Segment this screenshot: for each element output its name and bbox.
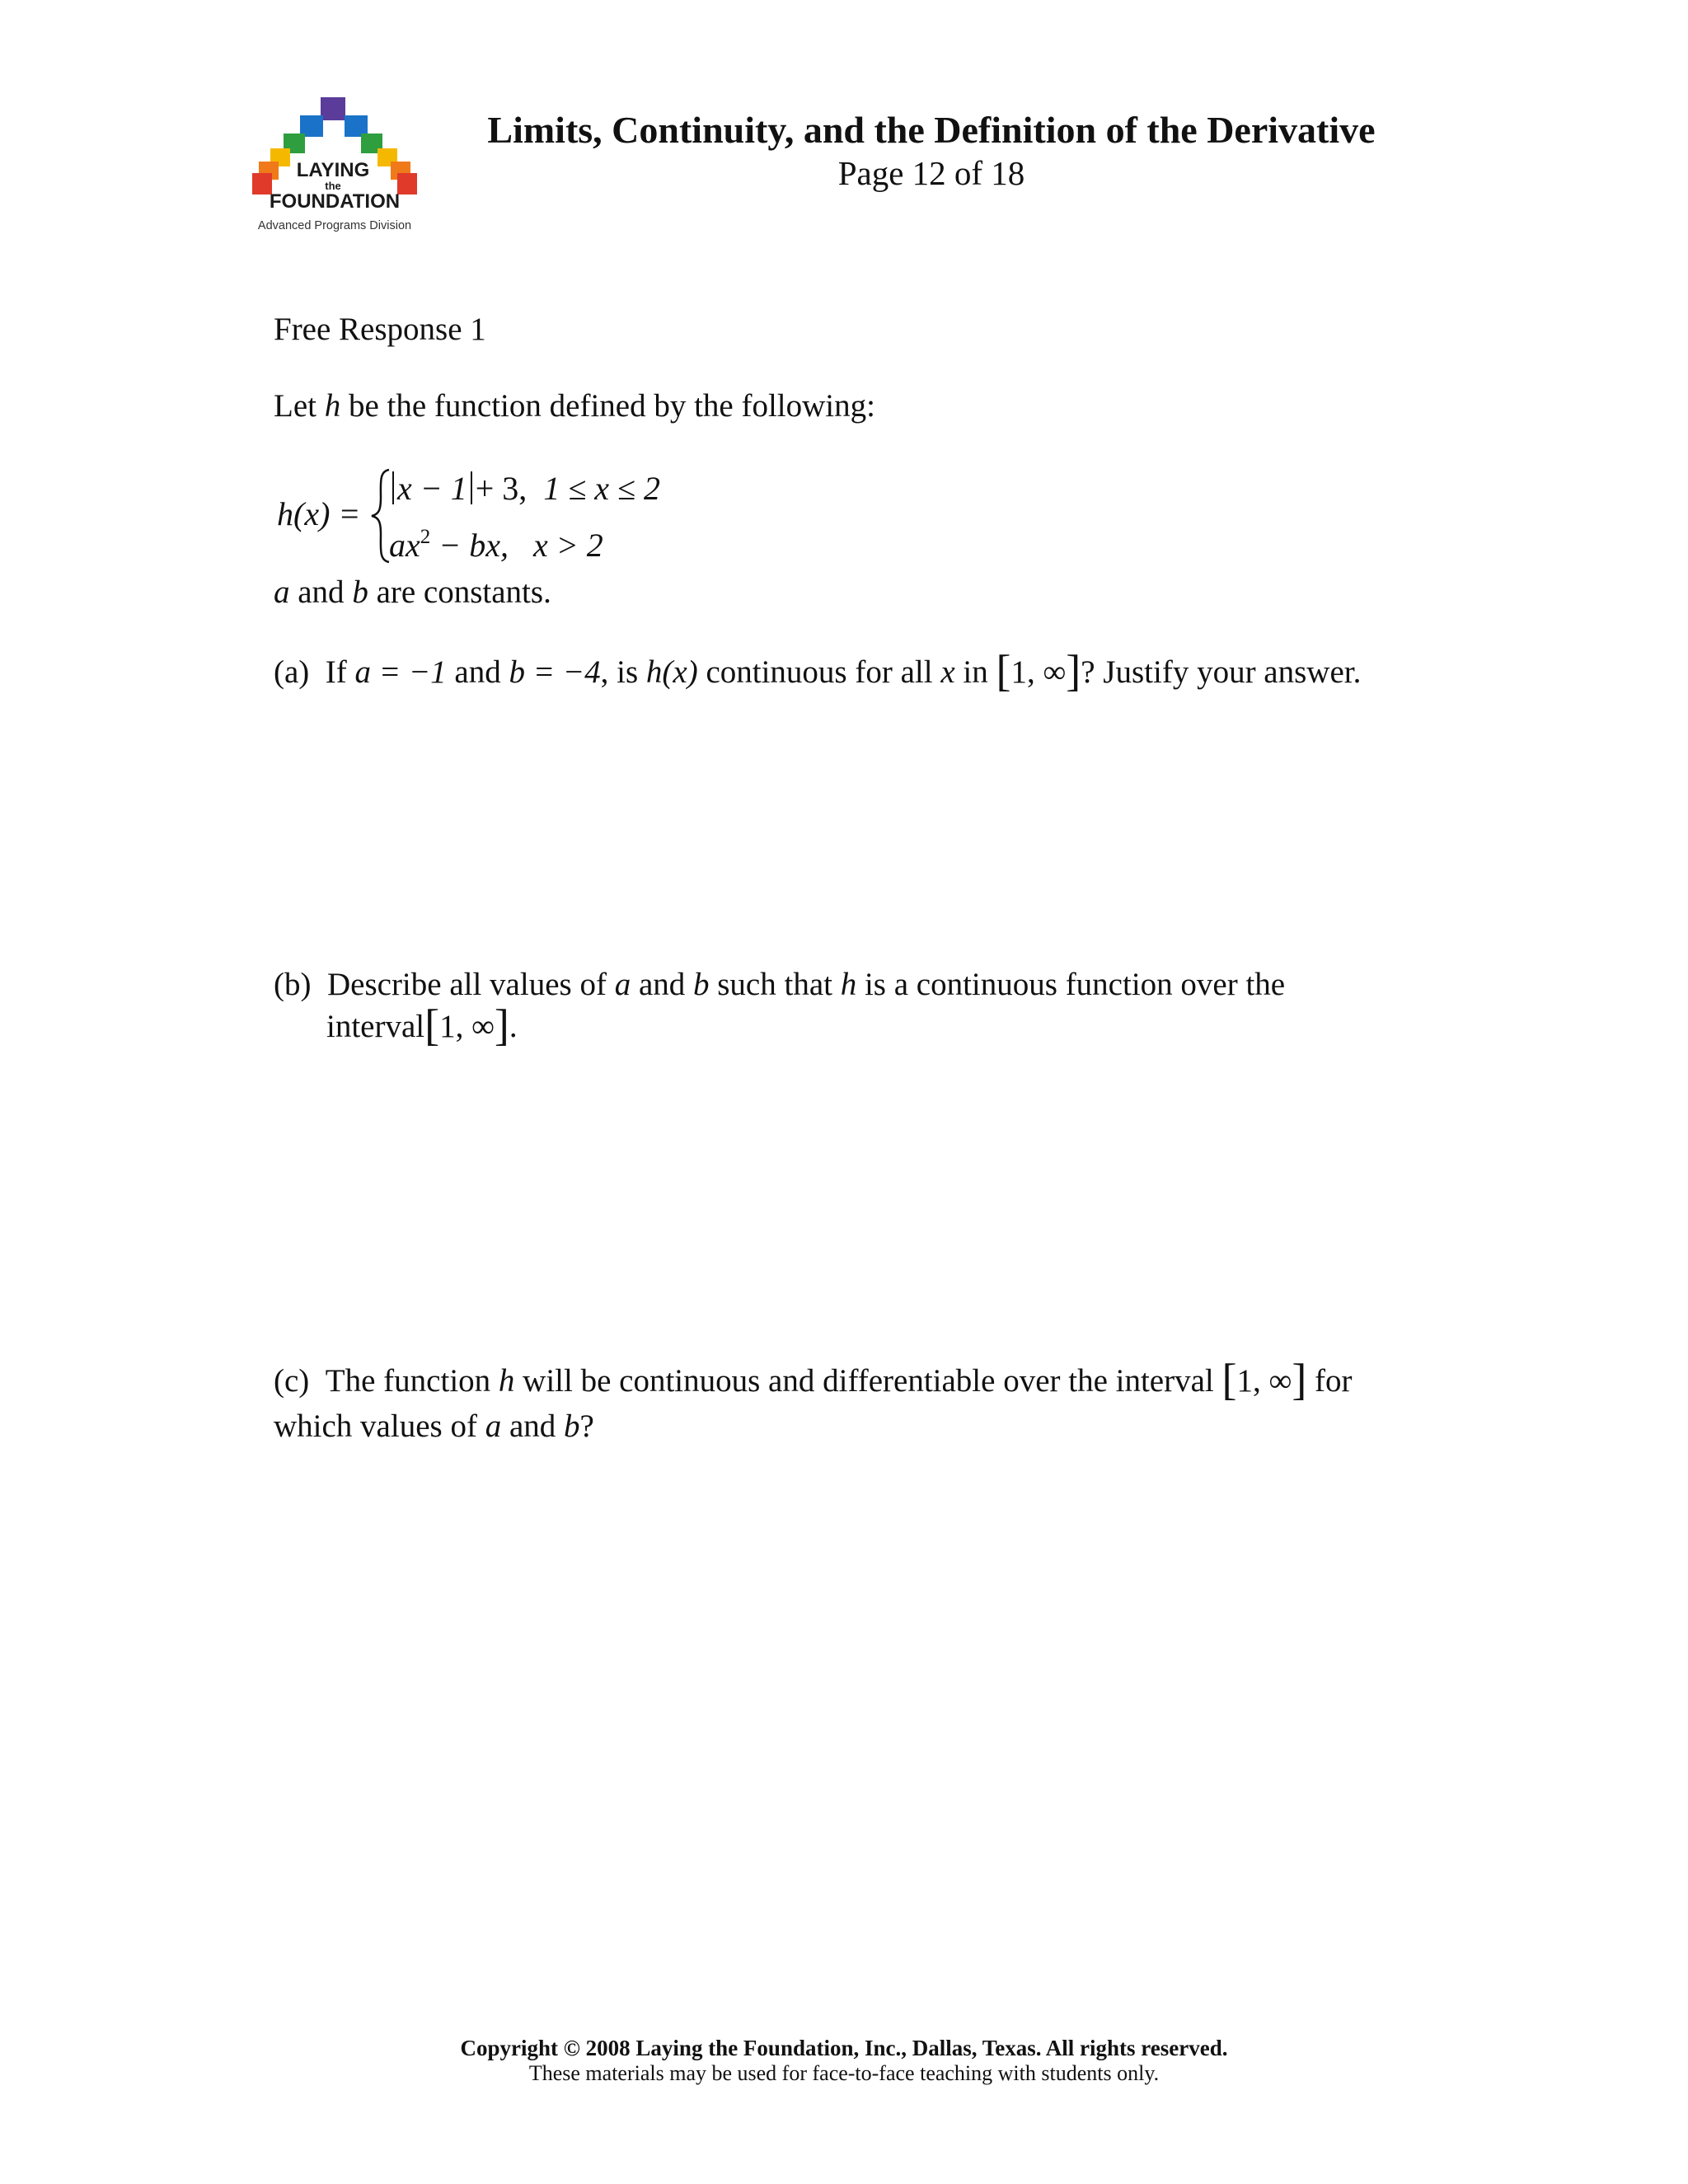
logo-word-foundation: FOUNDATION	[269, 190, 401, 213]
free-response-heading: Free Response 1	[274, 312, 486, 347]
logo-tagline: Advanced Programs Division	[257, 219, 412, 232]
question-c: (c) The function h will be continuous and differentiable over the interval [1, ∞] for	[274, 1355, 1353, 1404]
question-c-continued: which values of a and b?	[274, 1408, 594, 1444]
question-b-label: (b)	[274, 967, 312, 1002]
laying-the-foundation-logo	[246, 97, 424, 237]
question-b-continued: interval[1, ∞].	[326, 1001, 518, 1050]
page-number: Page 12 of 18	[837, 154, 1025, 192]
copyright-notice: Copyright © 2008 Laying the Foundation, Inc., Dallas, Texas. All rights reserved.	[460, 2036, 1228, 2060]
problem-intro: Let h be the function defined by the following:	[274, 388, 875, 424]
piecewise-case-1: x − 1 + 3, 1 ≤ x ≤ 2	[389, 469, 660, 509]
piecewise-case-2: $ax^2$ − bx, x > 2	[389, 526, 603, 564]
question-a: (a) If a = −1 and b = −4, is h(x) continuous for all x in [1, ∞]? Justify your answer.	[274, 646, 1362, 696]
logo-word-laying: LAYING	[296, 159, 370, 181]
logo-word-the: the	[325, 180, 341, 192]
piecewise-lhs: h(x) =	[277, 495, 361, 532]
question-b: (b) Describe all values of a and b such that h is a continuous function over the	[274, 967, 1286, 1002]
question-a-label: (a)	[274, 654, 310, 690]
usage-notice: These materials may be used for face-to-face teaching with students only.	[528, 2061, 1160, 2085]
question-c-label: (c)	[274, 1363, 310, 1399]
document-title: Limits, Continuity, and the Definition of the Derivative	[487, 109, 1376, 151]
constants-statement: a and b are constants.	[274, 574, 551, 610]
